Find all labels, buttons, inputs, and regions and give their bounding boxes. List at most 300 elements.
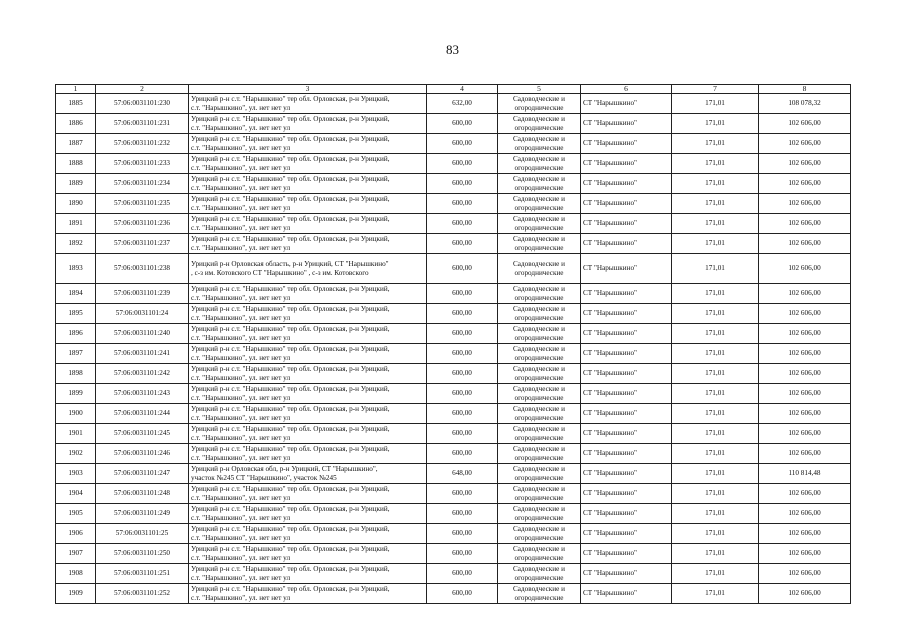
cadastral-value-cell: 102 606,00 [759, 484, 851, 504]
land-use-cell [498, 154, 581, 174]
land-use-cell [498, 114, 581, 134]
land-use-line-1: Садоводческие и [513, 445, 565, 453]
column-header: 4 [427, 85, 498, 94]
cadastral-value-cell: 102 606,00 [759, 544, 851, 564]
organization-cell: СТ "Нарышкино" [581, 544, 672, 564]
area-cell: 600,00 [427, 284, 498, 304]
address-line-1: Урицкий р-н с.т. "Нарышкино" тер обл. Орловская, р-н Урицкий, [191, 344, 390, 353]
unit-value-cell: 171,01 [672, 484, 759, 504]
organization-cell: СТ "Нарышкино" [581, 424, 672, 444]
table-row [56, 254, 851, 284]
cadastral-number-cell: 57:06:0031101:24 [96, 304, 189, 324]
area-cell: 600,00 [427, 154, 498, 174]
land-use-line-1: Садоводческие и [513, 235, 565, 243]
organization-cell: СТ "Нарышкино" [581, 444, 672, 464]
land-use-line-1: Садоводческие и [513, 215, 565, 223]
unit-value-cell: 171,01 [672, 214, 759, 234]
cadastral-number-cell: 57:06:0031101:249 [96, 504, 189, 524]
cadastral-number-cell: 57:06:0031101:234 [96, 174, 189, 194]
land-use-line-2: огороднические [514, 473, 564, 482]
address-line-1: Урицкий р-н Орловская область, р-н Урицкий, СТ "Нарышкино" [191, 259, 389, 268]
unit-value-cell: 171,01 [672, 504, 759, 524]
land-use-line-1: Садоводческие и [513, 175, 565, 183]
land-use-line-1: Садоводческие и [513, 585, 565, 593]
cadastral-number-cell: 57:06:0031101:236 [96, 214, 189, 234]
area-cell: 600,00 [427, 324, 498, 344]
cadastral-value-cell: 102 606,00 [759, 584, 851, 604]
land-use-line-1: Садоводческие и [513, 95, 565, 103]
address-cell [189, 134, 427, 154]
land-use-cell [498, 504, 581, 524]
column-header: 6 [581, 85, 672, 94]
organization-cell: СТ "Нарышкино" [581, 504, 672, 524]
row-number-cell: 1905 [56, 504, 96, 524]
table-row [56, 154, 851, 174]
table-row [56, 284, 851, 304]
land-use-line-2: огороднические [514, 393, 564, 402]
land-use-line-1: Садоводческие и [513, 155, 565, 163]
land-use-line-2: огороднические [514, 313, 564, 322]
land-use-line-2: огороднические [514, 573, 564, 582]
land-use-line-2: огороднические [514, 333, 564, 342]
cadastral-number-cell: 57:06:0031101:245 [96, 424, 189, 444]
land-use-cell [498, 464, 581, 484]
area-cell: 600,00 [427, 134, 498, 154]
organization-cell: СТ "Нарышкино" [581, 154, 672, 174]
land-use-line-1: Садоводческие и [513, 195, 565, 203]
address-line-2: с.т. "Нарышкино", ул. нет нет ул [191, 353, 291, 362]
cadastral-number-cell: 57:06:0031101:231 [96, 114, 189, 134]
address-line-1: Урицкий р-н с.т. "Нарышкино" тер обл. Орловская, р-н Урицкий, [191, 544, 390, 553]
organization-cell: СТ "Нарышкино" [581, 254, 672, 284]
land-use-cell [498, 584, 581, 604]
unit-value-cell: 171,01 [672, 564, 759, 584]
address-cell [189, 324, 427, 344]
land-use-line-1: Садоводческие и [513, 345, 565, 353]
land-use-cell [498, 484, 581, 504]
table-row [56, 234, 851, 254]
land-use-line-1: Садоводческие и [513, 405, 565, 413]
land-use-line-1: Садоводческие и [513, 545, 565, 553]
address-cell [189, 304, 427, 324]
unit-value-cell: 171,01 [672, 134, 759, 154]
land-use-cell [498, 194, 581, 214]
land-use-cell [498, 134, 581, 154]
table-row [56, 134, 851, 154]
row-number-cell: 1906 [56, 524, 96, 544]
address-line-1: Урицкий р-н с.т. "Нарышкино" тер обл. Орловская, р-н Урицкий, [191, 364, 390, 373]
unit-value-cell: 171,01 [672, 194, 759, 214]
cadastral-value-cell: 102 606,00 [759, 504, 851, 524]
row-number-cell: 1909 [56, 584, 96, 604]
land-use-cell [498, 304, 581, 324]
land-use-line-2: огороднические [514, 593, 564, 602]
organization-cell: СТ "Нарышкино" [581, 114, 672, 134]
land-use-cell [498, 364, 581, 384]
land-use-line-1: Садоводческие и [513, 115, 565, 123]
organization-cell: СТ "Нарышкино" [581, 234, 672, 254]
land-use-line-1: Садоводческие и [513, 260, 565, 268]
cadastral-number-cell: 57:06:0031101:237 [96, 234, 189, 254]
area-cell: 600,00 [427, 364, 498, 384]
row-number-cell: 1888 [56, 154, 96, 174]
unit-value-cell: 171,01 [672, 284, 759, 304]
address-cell [189, 284, 427, 304]
address-cell [189, 504, 427, 524]
row-number-cell: 1894 [56, 284, 96, 304]
cadastral-value-cell: 102 606,00 [759, 364, 851, 384]
address-line-1: Урицкий р-н с.т. "Нарышкино" тер обл. Орловская, р-н Урицкий, [191, 94, 390, 103]
cadastral-value-cell: 102 606,00 [759, 344, 851, 364]
address-cell [189, 424, 427, 444]
unit-value-cell: 171,01 [672, 464, 759, 484]
cadastral-number-cell: 57:06:0031101:248 [96, 484, 189, 504]
cadastral-value-cell: 102 606,00 [759, 524, 851, 544]
area-cell: 600,00 [427, 384, 498, 404]
table-row [56, 424, 851, 444]
land-use-cell [498, 404, 581, 424]
land-use-line-2: огороднические [514, 143, 564, 152]
organization-cell: СТ "Нарышкино" [581, 174, 672, 194]
cadastral-value-cell: 102 606,00 [759, 564, 851, 584]
address-line-2: с.т. "Нарышкино", ул. нет нет ул [191, 223, 291, 232]
cadastral-number-cell: 57:06:0031101:230 [96, 94, 189, 114]
page-number: 83 [446, 42, 459, 57]
area-cell: 600,00 [427, 174, 498, 194]
organization-cell: СТ "Нарышкино" [581, 344, 672, 364]
land-use-line-2: огороднические [514, 413, 564, 422]
table-row [56, 214, 851, 234]
land-use-cell [498, 324, 581, 344]
row-number-cell: 1899 [56, 384, 96, 404]
column-header: 7 [672, 85, 759, 94]
cadastral-value-cell: 110 814,48 [759, 464, 851, 484]
address-cell [189, 114, 427, 134]
address-cell [189, 484, 427, 504]
land-use-line-2: огороднические [514, 433, 564, 442]
row-number-cell: 1908 [56, 564, 96, 584]
area-cell: 600,00 [427, 424, 498, 444]
cadastral-number-cell: 57:06:0031101:252 [96, 584, 189, 604]
unit-value-cell: 171,01 [672, 544, 759, 564]
area-cell: 632,00 [427, 94, 498, 114]
land-use-line-1: Садоводческие и [513, 325, 565, 333]
address-line-1: Урицкий р-н с.т. "Нарышкино" тер обл. Орловская, р-н Урицкий, [191, 384, 390, 393]
unit-value-cell: 171,01 [672, 114, 759, 134]
organization-cell: СТ "Нарышкино" [581, 364, 672, 384]
address-line-1: Урицкий р-н с.т. "Нарышкино" тер обл. Орловская, р-н Урицкий, [191, 424, 390, 433]
cadastral-value-cell: 102 606,00 [759, 114, 851, 134]
address-line-2: с.т. "Нарышкино", ул. нет нет ул [191, 593, 291, 602]
land-use-line-2: огороднические [514, 123, 564, 132]
area-cell: 600,00 [427, 114, 498, 134]
land-use-cell [498, 384, 581, 404]
table-row [56, 364, 851, 384]
row-number-cell: 1902 [56, 444, 96, 464]
area-cell: 600,00 [427, 254, 498, 284]
table-row [56, 504, 851, 524]
land-use-line-1: Садоводческие и [513, 505, 565, 513]
address-line-1: Урицкий р-н с.т. "Нарышкино" тер обл. Орловская, р-н Урицкий, [191, 524, 390, 533]
unit-value-cell: 171,01 [672, 234, 759, 254]
unit-value-cell: 171,01 [672, 384, 759, 404]
row-number-cell: 1901 [56, 424, 96, 444]
row-number-cell: 1896 [56, 324, 96, 344]
row-number-cell: 1889 [56, 174, 96, 194]
address-cell [189, 404, 427, 424]
land-use-line-2: огороднические [514, 513, 564, 522]
cadastral-number-cell: 57:06:0031101:243 [96, 384, 189, 404]
unit-value-cell: 171,01 [672, 444, 759, 464]
address-line-2: с.т. "Нарышкино", ул. нет нет ул [191, 573, 291, 582]
address-line-1: Урицкий р-н Орловская обл, р-н Урицкий, СТ "Нарышкино", [191, 464, 378, 473]
cadastral-number-cell: 57:06:0031101:232 [96, 134, 189, 154]
address-line-2: с.т. "Нарышкино", ул. нет нет ул [191, 553, 291, 562]
table-row [56, 544, 851, 564]
address-line-2: участок №245 СТ "Нарышкино", участок №245 [191, 473, 337, 482]
land-use-cell [498, 174, 581, 194]
address-line-1: Урицкий р-н с.т. "Нарышкино" тер обл. Орловская, р-н Урицкий, [191, 154, 390, 163]
address-cell [189, 254, 427, 284]
address-line-1: Урицкий р-н с.т. "Нарышкино" тер обл. Орловская, р-н Урицкий, [191, 444, 390, 453]
table-row [56, 344, 851, 364]
address-line-1: Урицкий р-н с.т. "Нарышкино" тер обл. Орловская, р-н Урицкий, [191, 214, 390, 223]
unit-value-cell: 171,01 [672, 584, 759, 604]
register-table [55, 84, 851, 604]
row-number-cell: 1895 [56, 304, 96, 324]
organization-cell: СТ "Нарышкино" [581, 194, 672, 214]
cadastral-number-cell: 57:06:0031101:233 [96, 154, 189, 174]
row-number-cell: 1890 [56, 194, 96, 214]
cadastral-value-cell: 102 606,00 [759, 174, 851, 194]
register-body [56, 94, 851, 604]
area-cell: 600,00 [427, 584, 498, 604]
address-line-2: , с-з им. Котовского СТ "Нарышкино" , с-з им. Котовского [191, 268, 369, 277]
row-number-cell: 1891 [56, 214, 96, 234]
unit-value-cell: 171,01 [672, 154, 759, 174]
organization-cell: СТ "Нарышкино" [581, 324, 672, 344]
table-row [56, 524, 851, 544]
column-header: 8 [759, 85, 851, 94]
address-cell [189, 364, 427, 384]
address-cell [189, 94, 427, 114]
land-use-line-2: огороднические [514, 223, 564, 232]
column-header: 3 [189, 85, 427, 94]
organization-cell: СТ "Нарышкино" [581, 564, 672, 584]
row-number-cell: 1898 [56, 364, 96, 384]
organization-cell: СТ "Нарышкино" [581, 584, 672, 604]
cadastral-value-cell: 102 606,00 [759, 444, 851, 464]
row-number-cell: 1887 [56, 134, 96, 154]
address-line-2: с.т. "Нарышкино", ул. нет нет ул [191, 183, 291, 192]
address-line-2: с.т. "Нарышкино", ул. нет нет ул [191, 433, 291, 442]
cadastral-number-cell: 57:06:0031101:25 [96, 524, 189, 544]
area-cell: 600,00 [427, 404, 498, 424]
column-header: 1 [56, 85, 96, 94]
land-use-line-1: Садоводческие и [513, 385, 565, 393]
organization-cell: СТ "Нарышкино" [581, 524, 672, 544]
organization-cell: СТ "Нарышкино" [581, 214, 672, 234]
row-number-cell: 1903 [56, 464, 96, 484]
land-use-line-2: огороднические [514, 268, 564, 277]
address-line-1: Урицкий р-н с.т. "Нарышкино" тер обл. Орловская, р-н Урицкий, [191, 484, 390, 493]
address-cell [189, 464, 427, 484]
address-line-2: с.т. "Нарышкино", ул. нет нет ул [191, 533, 291, 542]
cadastral-number-cell: 57:06:0031101:235 [96, 194, 189, 214]
row-number-cell: 1886 [56, 114, 96, 134]
cadastral-value-cell: 102 606,00 [759, 194, 851, 214]
address-line-1: Урицкий р-н с.т. "Нарышкино" тер обл. Орловская, р-н Урицкий, [191, 304, 390, 313]
land-use-line-2: огороднические [514, 243, 564, 252]
land-use-line-2: огороднические [514, 373, 564, 382]
cadastral-value-cell: 102 606,00 [759, 304, 851, 324]
address-line-2: с.т. "Нарышкино", ул. нет нет ул [191, 123, 291, 132]
address-line-1: Урицкий р-н с.т. "Нарышкино" тер обл. Орловская, р-н Урицкий, [191, 404, 390, 413]
land-use-line-2: огороднические [514, 163, 564, 172]
land-use-cell [498, 214, 581, 234]
table-row [56, 404, 851, 424]
land-use-line-2: огороднические [514, 453, 564, 462]
land-use-cell [498, 564, 581, 584]
cadastral-value-cell: 102 606,00 [759, 404, 851, 424]
table-row [56, 584, 851, 604]
cadastral-value-cell: 102 606,00 [759, 154, 851, 174]
row-number-cell: 1892 [56, 234, 96, 254]
table-row [56, 444, 851, 464]
area-cell: 600,00 [427, 234, 498, 254]
address-line-1: Урицкий р-н с.т. "Нарышкино" тер обл. Орловская, р-н Урицкий, [191, 114, 390, 123]
cadastral-value-cell: 102 606,00 [759, 214, 851, 234]
table-row [56, 174, 851, 194]
cadastral-number-cell: 57:06:0031101:239 [96, 284, 189, 304]
land-use-cell [498, 444, 581, 464]
area-cell: 648,00 [427, 464, 498, 484]
address-line-1: Урицкий р-н с.т. "Нарышкино" тер обл. Орловская, р-н Урицкий, [191, 504, 390, 513]
address-line-2: с.т. "Нарышкино", ул. нет нет ул [191, 333, 291, 342]
area-cell: 600,00 [427, 564, 498, 584]
table-row [56, 304, 851, 324]
address-cell [189, 234, 427, 254]
organization-cell: СТ "Нарышкино" [581, 94, 672, 114]
land-use-cell [498, 424, 581, 444]
address-line-1: Урицкий р-н с.т. "Нарышкино" тер обл. Орловская, р-н Урицкий, [191, 134, 390, 143]
land-use-cell [498, 544, 581, 564]
cadastral-number-cell: 57:06:0031101:251 [96, 564, 189, 584]
land-use-cell [498, 94, 581, 114]
address-line-2: с.т. "Нарышкино", ул. нет нет ул [191, 313, 291, 322]
unit-value-cell: 171,01 [672, 524, 759, 544]
address-line-1: Урицкий р-н с.т. "Нарышкино" тер обл. Орловская, р-н Урицкий, [191, 324, 390, 333]
land-use-line-1: Садоводческие и [513, 285, 565, 293]
address-line-2: с.т. "Нарышкино", ул. нет нет ул [191, 393, 291, 402]
unit-value-cell: 171,01 [672, 174, 759, 194]
row-number-cell: 1907 [56, 544, 96, 564]
cadastral-number-cell: 57:06:0031101:241 [96, 344, 189, 364]
land-use-line-1: Садоводческие и [513, 425, 565, 433]
address-line-1: Урицкий р-н с.т. "Нарышкино" тер обл. Орловская, р-н Урицкий, [191, 174, 390, 183]
table-row [56, 384, 851, 404]
column-number-row [56, 85, 851, 94]
table-row [56, 94, 851, 114]
land-use-line-1: Садоводческие и [513, 565, 565, 573]
land-use-line-2: огороднические [514, 293, 564, 302]
area-cell: 600,00 [427, 484, 498, 504]
land-use-line-1: Садоводческие и [513, 525, 565, 533]
address-line-2: с.т. "Нарышкино", ул. нет нет ул [191, 513, 291, 522]
cadastral-number-cell: 57:06:0031101:250 [96, 544, 189, 564]
table-row [56, 564, 851, 584]
land-use-line-2: огороднические [514, 203, 564, 212]
row-number-cell: 1900 [56, 404, 96, 424]
cadastral-value-cell: 102 606,00 [759, 424, 851, 444]
address-cell [189, 444, 427, 464]
address-cell [189, 544, 427, 564]
cadastral-number-cell: 57:06:0031101:240 [96, 324, 189, 344]
land-use-line-2: огороднические [514, 353, 564, 362]
organization-cell: СТ "Нарышкино" [581, 284, 672, 304]
land-use-line-2: огороднические [514, 493, 564, 502]
address-line-2: с.т. "Нарышкино", ул. нет нет ул [191, 163, 291, 172]
address-cell [189, 584, 427, 604]
organization-cell: СТ "Нарышкино" [581, 384, 672, 404]
area-cell: 600,00 [427, 504, 498, 524]
area-cell: 600,00 [427, 214, 498, 234]
table-row [56, 114, 851, 134]
cadastral-value-cell: 102 606,00 [759, 324, 851, 344]
address-cell [189, 524, 427, 544]
unit-value-cell: 171,01 [672, 424, 759, 444]
address-line-2: с.т. "Нарышкино", ул. нет нет ул [191, 293, 291, 302]
cadastral-value-cell: 102 606,00 [759, 234, 851, 254]
land-use-line-2: огороднические [514, 183, 564, 192]
area-cell: 600,00 [427, 194, 498, 214]
table-row [56, 194, 851, 214]
address-line-2: с.т. "Нарышкино", ул. нет нет ул [191, 413, 291, 422]
address-line-2: с.т. "Нарышкино", ул. нет нет ул [191, 103, 291, 112]
address-cell [189, 564, 427, 584]
organization-cell: СТ "Нарышкино" [581, 404, 672, 424]
address-cell [189, 384, 427, 404]
column-header: 2 [96, 85, 189, 94]
area-cell: 600,00 [427, 544, 498, 564]
address-cell [189, 154, 427, 174]
row-number-cell: 1885 [56, 94, 96, 114]
row-number-cell: 1904 [56, 484, 96, 504]
address-cell [189, 174, 427, 194]
unit-value-cell: 171,01 [672, 344, 759, 364]
area-cell: 600,00 [427, 444, 498, 464]
address-line-2: с.т. "Нарышкино", ул. нет нет ул [191, 373, 291, 382]
land-use-line-2: огороднические [514, 533, 564, 542]
cadastral-value-cell: 102 606,00 [759, 134, 851, 154]
land-use-line-2: огороднические [514, 553, 564, 562]
land-use-line-1: Садоводческие и [513, 135, 565, 143]
table-row [56, 464, 851, 484]
address-line-1: Урицкий р-н с.т. "Нарышкино" тер обл. Орловская, р-н Урицкий, [191, 194, 390, 203]
land-use-cell [498, 524, 581, 544]
row-number-cell: 1893 [56, 254, 96, 284]
land-use-line-1: Садоводческие и [513, 365, 565, 373]
address-line-1: Урицкий р-н с.т. "Нарышкино" тер обл. Орловская, р-н Урицкий, [191, 564, 390, 573]
row-number-cell: 1897 [56, 344, 96, 364]
area-cell: 600,00 [427, 524, 498, 544]
cadastral-number-cell: 57:06:0031101:246 [96, 444, 189, 464]
address-cell [189, 344, 427, 364]
address-line-2: с.т. "Нарышкино", ул. нет нет ул [191, 243, 291, 252]
land-use-line-1: Садоводческие и [513, 465, 565, 473]
unit-value-cell: 171,01 [672, 304, 759, 324]
unit-value-cell: 171,01 [672, 254, 759, 284]
